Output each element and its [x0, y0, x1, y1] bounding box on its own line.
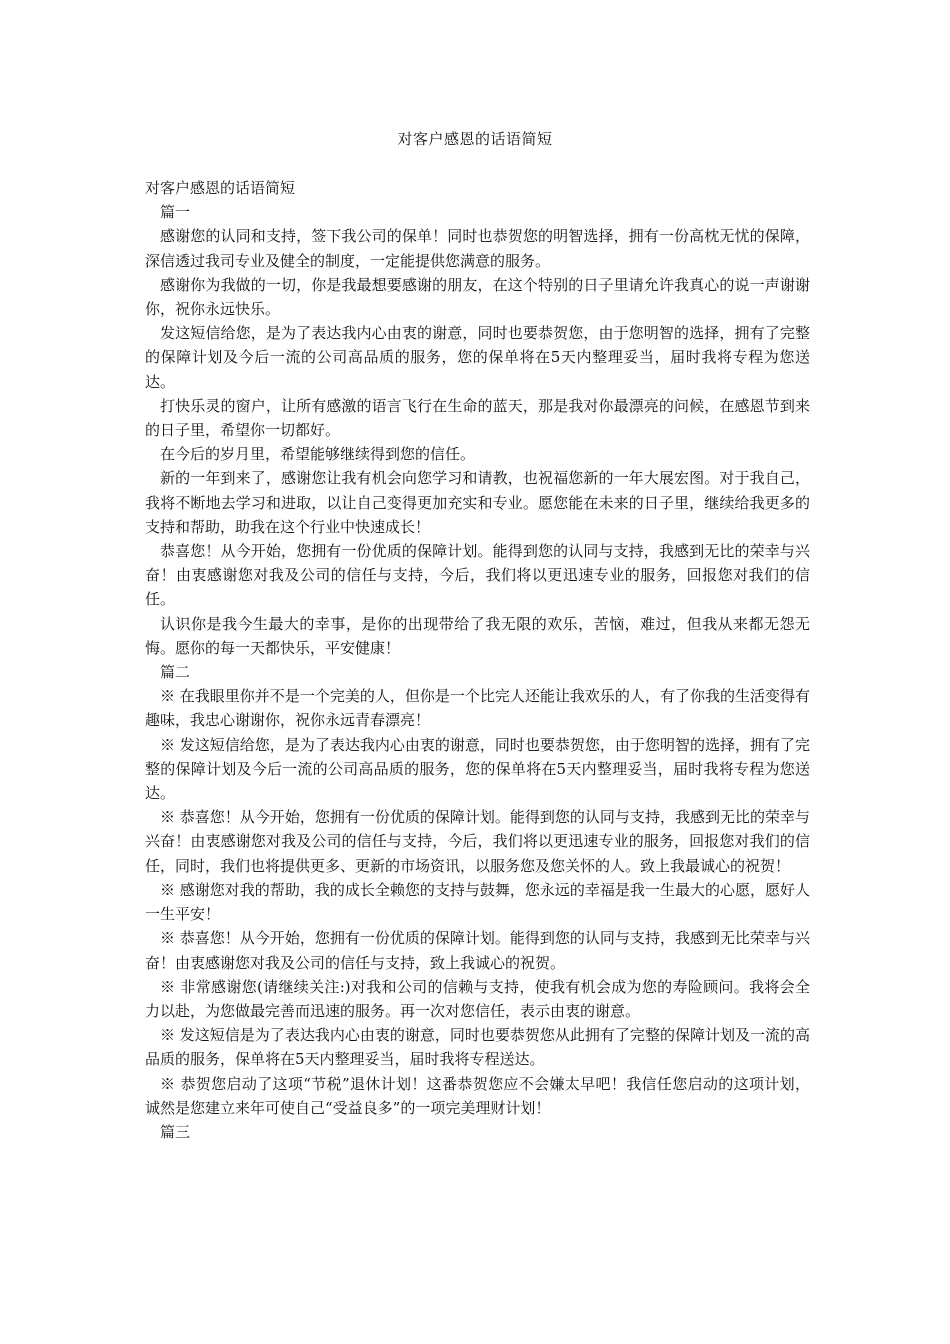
paragraph: 发这短信给您，是为了表达我内心由衷的谢意，同时也要恭贺您，由于您明智的选择，拥有了完整的保障计划及今后一流的公司高品质的服务，您的保单将在5天内整理妥当，届时我将专程为您送达。 — [145, 324, 810, 391]
paragraph: ※ 感谢您对我的帮助，我的成长全赖您的支持与鼓舞，您永远的幸福是我一生最大的心愿，愿好人一生平安！ — [145, 880, 810, 924]
document-subtitle: 对客户感恩的话语简短 — [145, 179, 296, 197]
paragraph: ※ 恭喜您！从今开始，您拥有一份优质的保障计划。能得到您的认同与支持，我感到无比荣幸与兴奋！由衷感谢您对我及公司的信任与支持，致上我诚心的祝贺。 — [145, 929, 810, 972]
section-heading: 篇三 — [160, 1122, 191, 1141]
document-title: 对客户感恩的话语简短 — [397, 130, 553, 148]
paragraph: 打快乐灵的窗户，让所有感激的语言飞行在生命的蓝天，那是我对你最漂亮的问候，在感恩节到来的日子里，希望你一切都好。 — [145, 396, 810, 440]
paragraph: ※ 发这短信是为了表达我内心由衷的谢意，同时也要恭贺您从此拥有了完整的保障计划及一流的高品质的服务，保单将在5天内整理妥当，届时我将专程送达。 — [145, 1026, 810, 1069]
section-heading: 篇二 — [160, 663, 191, 682]
document-body — [145, 176, 810, 1144]
paragraph: ※ 发这短信给您，是为了表达我内心由衷的谢意，同时也要恭贺您，由于您明智的选择，拥有了完整的保障计划及今后一流的公司高品质的服务，您的保单将在5天内整理妥当，届时我将专程为您送达。 — [145, 735, 810, 803]
paragraph: 新的一年到来了，感谢您让我有机会向您学习和请教，也祝福您新的一年大展宏图。对于我自己，我将不断地去学习和进取，以让自己变得更加充实和专业。愿您能在未来的日子里，继续给我更多的支持和帮助，助我在这个行业中快速成长！ — [145, 469, 810, 536]
paragraph: 恭喜您！从今开始，您拥有一份优质的保障计划。能得到您的认同与支持，我感到无比的荣幸与兴奋！由衷感谢您对我及公司的信任与支持，今后，我们将以更迅速专业的服务，回报您对我们的信任。 — [145, 542, 810, 609]
paragraph: 认识你是我今生最大的幸事，是你的出现带给了我无限的欢乐，苦恼，难过，但我从来都无怨无悔。愿你的每一天都快乐，平安健康！ — [145, 614, 810, 657]
paragraph: ※ 在我眼里你并不是一个完美的人，但你是一个比完人还能让我欢乐的人，有了你我的生活变得有趣味，我忠心谢谢你，祝你永远青春漂亮！ — [145, 687, 810, 730]
paragraph: ※ 非常感谢您(请继续关注:)对我和公司的信赖与支持，使我有机会成为您的寿险顾问。我将会全力以赴，为您做最完善而迅速的服务。再一次对您信任，表示由衷的谢意。 — [145, 977, 810, 1020]
paragraph: 感谢您的认同和支持，签下我公司的保单！同时也恭贺您的明智选择，拥有一份高枕无忧的保障，深信透过我司专业及健全的制度，一定能提供您满意的服务。 — [145, 227, 810, 270]
paragraph: ※ 恭喜您！从今开始，您拥有一份优质的保障计划。能得到您的认同与支持，我感到无比的荣幸与兴奋！由衷感谢您对我及公司的信任与支持，今后，我们将以更迅速专业的服务，回报您对我们的信任，同时，我们也将提供更多、更新的市场资讯，以服务您及您关怀的人。致上我最诚心的祝贺！ — [145, 808, 810, 875]
paragraph: 在今后的岁月里，希望能够继续得到您的信任。 — [160, 445, 476, 464]
section-heading: 篇一 — [160, 203, 191, 222]
paragraph: 感谢你为我做的一切，你是我最想要感谢的朋友，在这个特别的日子里请允许我真心的说一声谢谢你，祝你永远快乐。 — [145, 275, 810, 319]
paragraph: ※ 恭贺您启动了这项“节税”退休计划！这番恭贺您应不会嫌太早吧！我信任您启动的这项计划，诚然是您建立来年可使自己“受益良多”的一项完美理财计划！ — [145, 1074, 810, 1117]
